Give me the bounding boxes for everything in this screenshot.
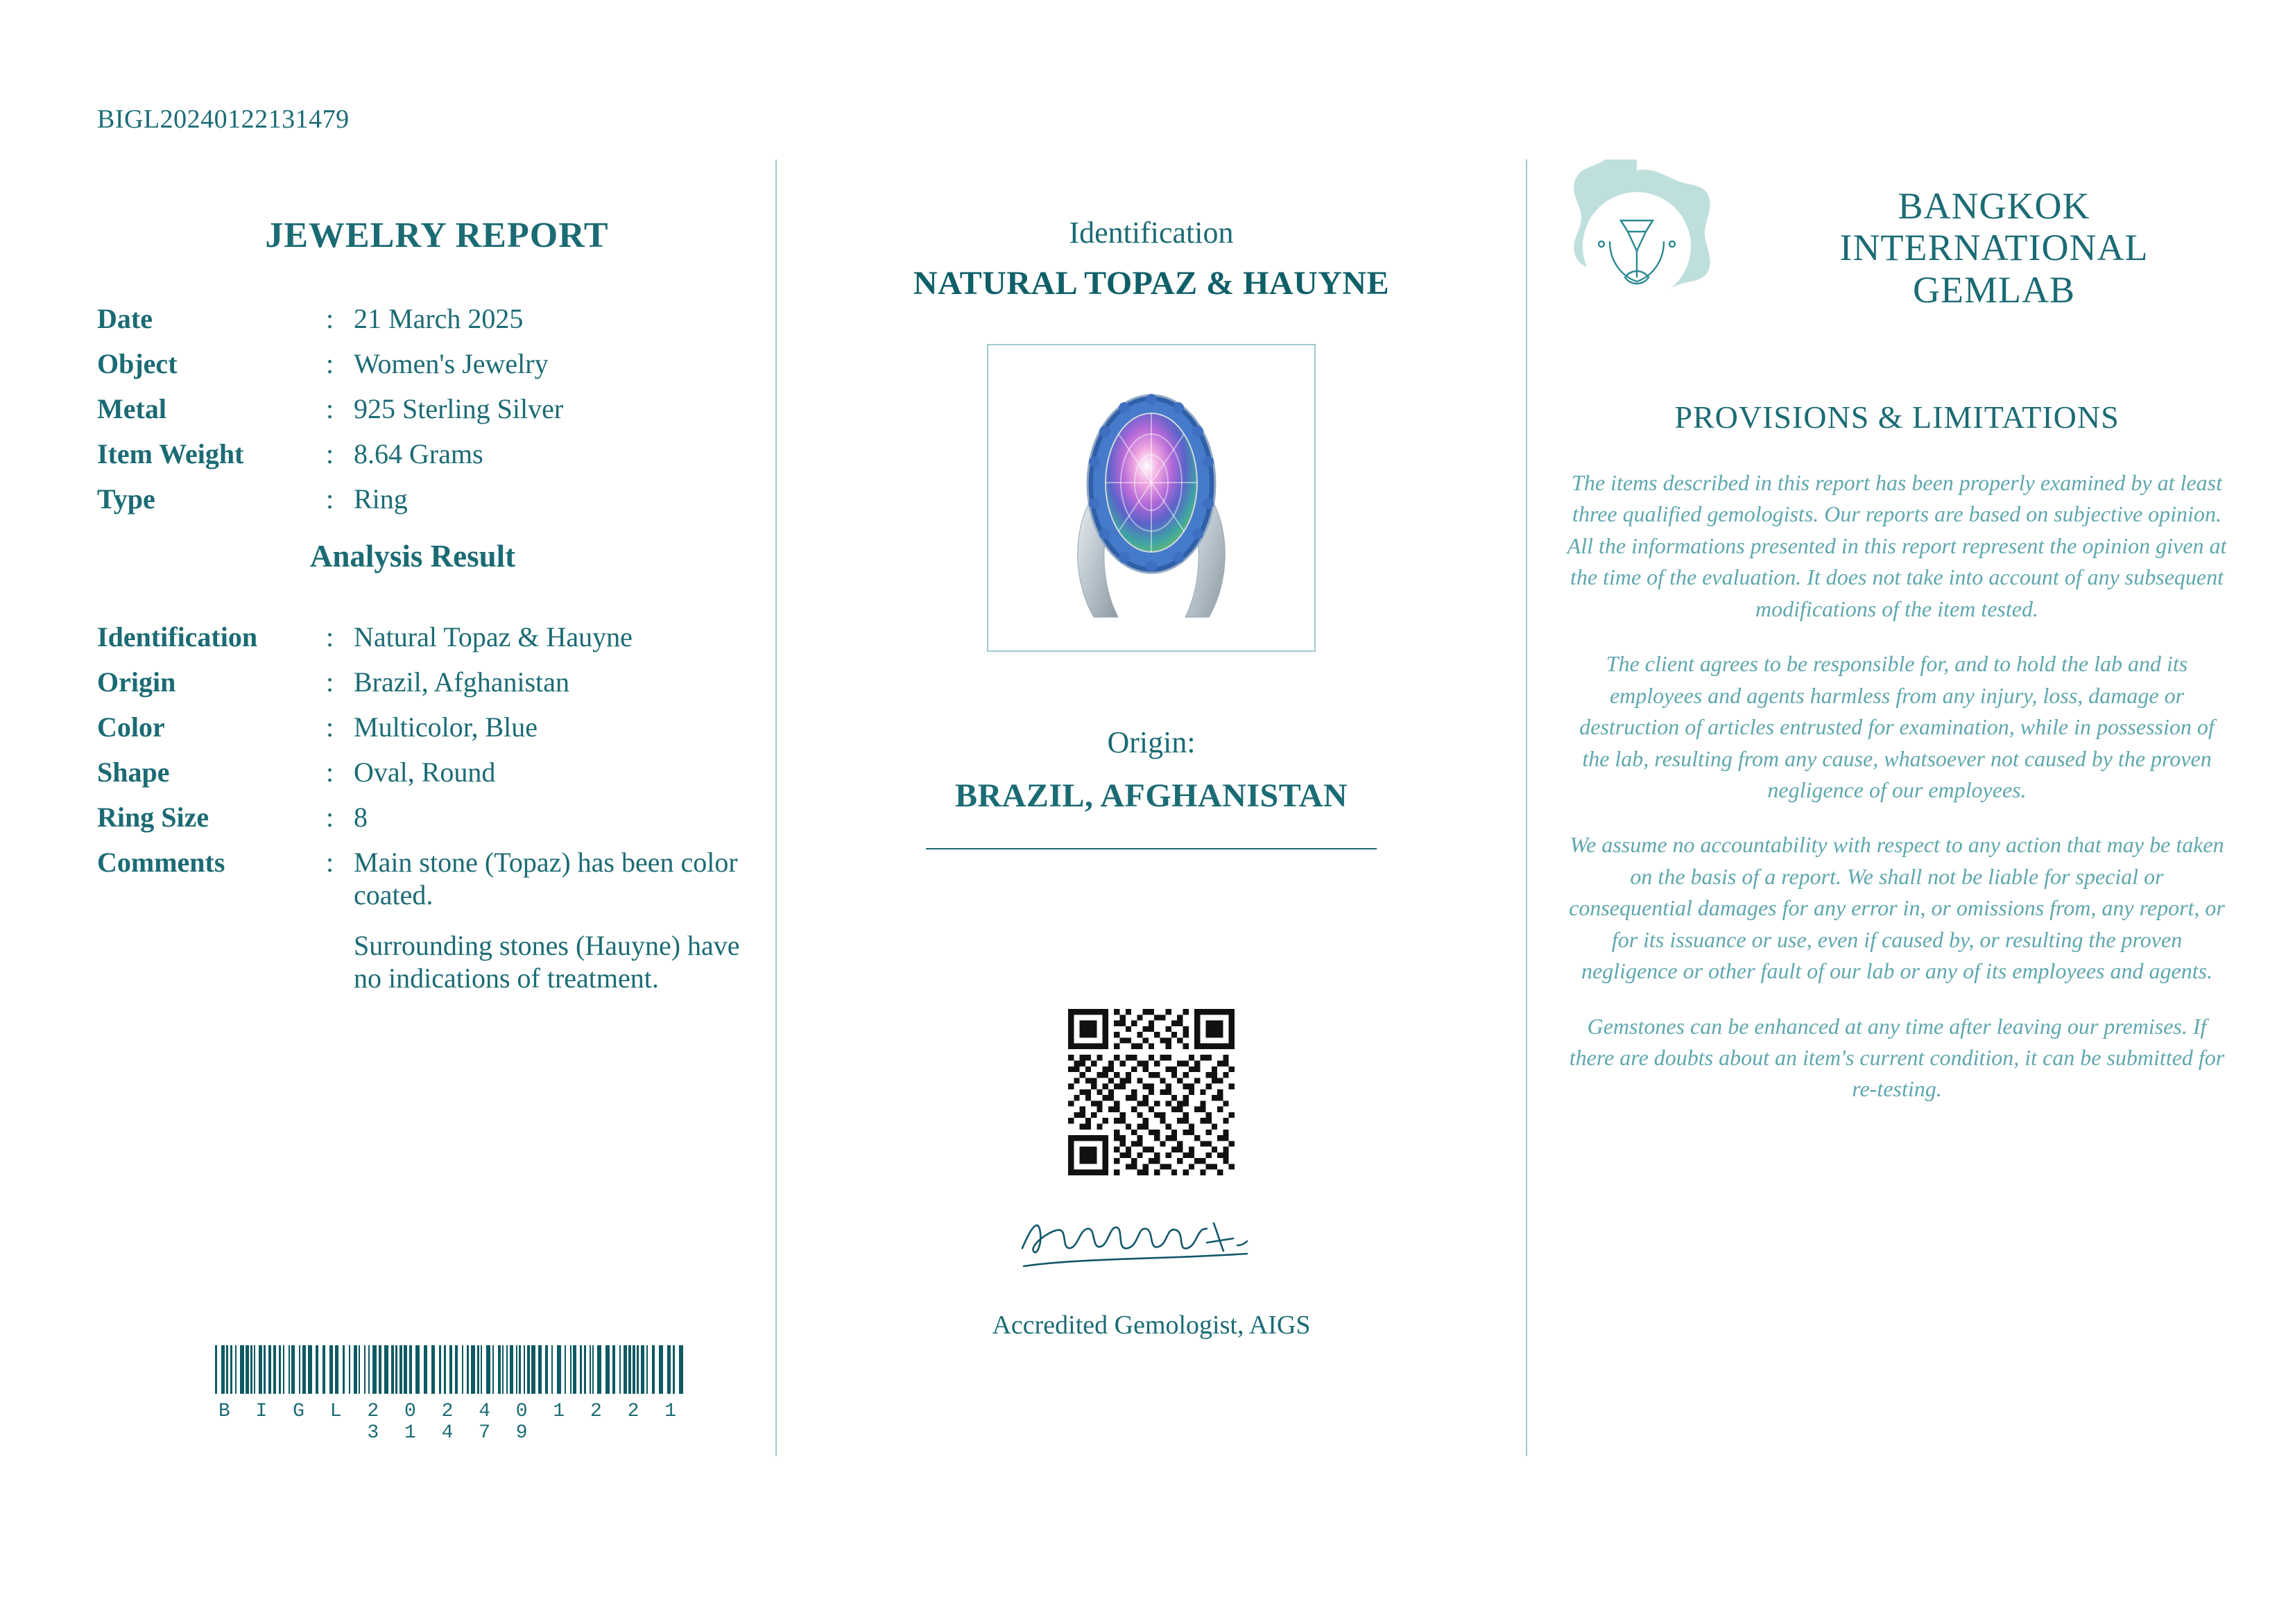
table-row [97,705,756,750]
signature-caption: Accredited Gemologist, AIGS [992,1311,1311,1340]
field-value-ring-size: 8 [354,802,368,833]
comment-line-2: Surrounding stones (Hauyne) have no indications of treatment. [354,930,740,994]
field-colon: : [326,438,334,469]
right-column [1547,159,2247,1128]
left-column [97,215,756,1001]
report-number: BIGL20240122131479 [97,105,350,134]
field-label-item-weight: Item Weight [97,438,244,469]
field-value-date: 21 March 2025 [354,303,524,334]
field-value-metal: 925 Sterling Silver [354,393,564,424]
table-row [97,750,756,795]
field-value-type: Ring [354,483,408,515]
provisions-title: PROVISIONS & LIMITATIONS [1674,399,2120,435]
barcode-image [215,1345,687,1394]
field-colon: : [326,757,334,788]
origin-value: BRAZIL, AFGHANISTAN [954,777,1348,814]
field-label-shape: Shape [97,757,170,788]
field-colon: : [326,483,334,515]
lab-name [1741,185,2247,311]
qr-code [777,1009,1526,1179]
field-value-identification: Natural Topaz & Hauyne [354,621,633,653]
lab-name-line-1: BANGKOK [1898,184,2090,227]
field-label-origin: Origin [97,666,176,698]
table-row [97,386,756,431]
signature-block [777,1202,1526,1282]
field-value-shape: Oval, Round [354,757,496,788]
column-divider-right [1526,159,1527,1456]
analysis-table [97,614,756,1001]
field-value-color: Multicolor, Blue [354,711,538,743]
field-label-ring-size: Ring Size [97,802,209,833]
field-value-item-weight: 8.64 Grams [354,438,483,469]
table-row [97,840,756,1001]
field-label-comments: Comments [97,847,225,878]
identification-value: NATURAL TOPAZ & HAUYNE [913,265,1390,302]
field-value-origin: Brazil, Afghanistan [354,666,570,698]
field-label-date: Date [97,303,153,334]
provision-paragraph-2: The client agrees to be responsible for, and to hold the lab and its employees and agents harmless from any injury, loss, damage or destruction of articles entrusted for examination, while in possession of the lab, resulting from any cause, whatsoever not caused by the proven negligence of our employees. [1579,651,2215,802]
field-colon: : [326,393,334,424]
barcode-block [208,1345,694,1444]
field-colon: : [326,348,334,379]
provision-paragraph-3: We assume no accountability with respect to any action that may be taken on the basis of a report. We shall not be liable for special or consequential damages for any error in, or omissions from, any report, or for its issuance or use, even if caused by, or resulting the proven negligence or other fault of our lab or any of its employees and agents. [1569,832,2225,984]
page-title: JEWELRY REPORT [265,216,609,255]
table-row [97,659,756,705]
table-row [97,614,756,659]
provision-paragraph-1: The items described in this report has been properly examined by at least three qualified gemologists. Our reports are based on subjective opinion. All the informations presented in this report represent the opinion given at the time of the evaluation. It does not take into account of any subsequent modifications of the item tested. [1567,470,2227,621]
table-row [97,341,756,386]
lab-header [1547,159,2247,336]
field-label-color: Color [97,711,165,743]
lab-logo [1547,159,1727,336]
field-label-metal: Metal [97,393,166,424]
gemlab-logo-icon [1550,159,1724,333]
field-colon: : [326,847,334,878]
comment-line-1: Main stone (Topaz) has been color coated. [354,847,738,910]
table-row [97,476,756,521]
field-colon: : [326,303,334,334]
table-row [97,296,756,341]
signature-image [1006,1202,1297,1279]
middle-column [777,215,1526,1340]
comment-gap [354,911,756,929]
field-label-identification: Identification [97,621,258,653]
field-colon: : [326,621,334,653]
table-row [97,431,756,476]
details-table [97,296,756,521]
field-value-comments [354,840,756,1001]
lab-name-line-3: GEMLAB [1913,268,2075,311]
origin-label: Origin: [1107,725,1196,759]
qr-code-image [1068,1009,1235,1175]
lab-name-line-2: INTERNATIONAL [1839,227,2149,269]
gem-photo-frame [987,344,1316,652]
field-label-type: Type [97,483,155,515]
table-row [97,795,756,840]
ring-photo [990,345,1313,648]
provision-paragraph-4: Gemstones can be enhanced at any time after leaving our premises. If there are doubts about an item's current condition, it can be submitted for re-testing. [1569,1013,2225,1102]
field-colon: : [326,666,334,698]
field-value-object: Women's Jewelry [354,348,549,379]
field-colon: : [326,711,334,743]
field-colon: : [326,802,334,833]
barcode-text: B I G L 2 0 2 4 0 1 2 2 1 3 1 4 7 9 [218,1401,684,1444]
field-label-object: Object [97,348,178,379]
origin-rule [926,848,1377,849]
identification-label: Identification [1069,216,1234,250]
analysis-result-title: Analysis Result [309,539,516,573]
